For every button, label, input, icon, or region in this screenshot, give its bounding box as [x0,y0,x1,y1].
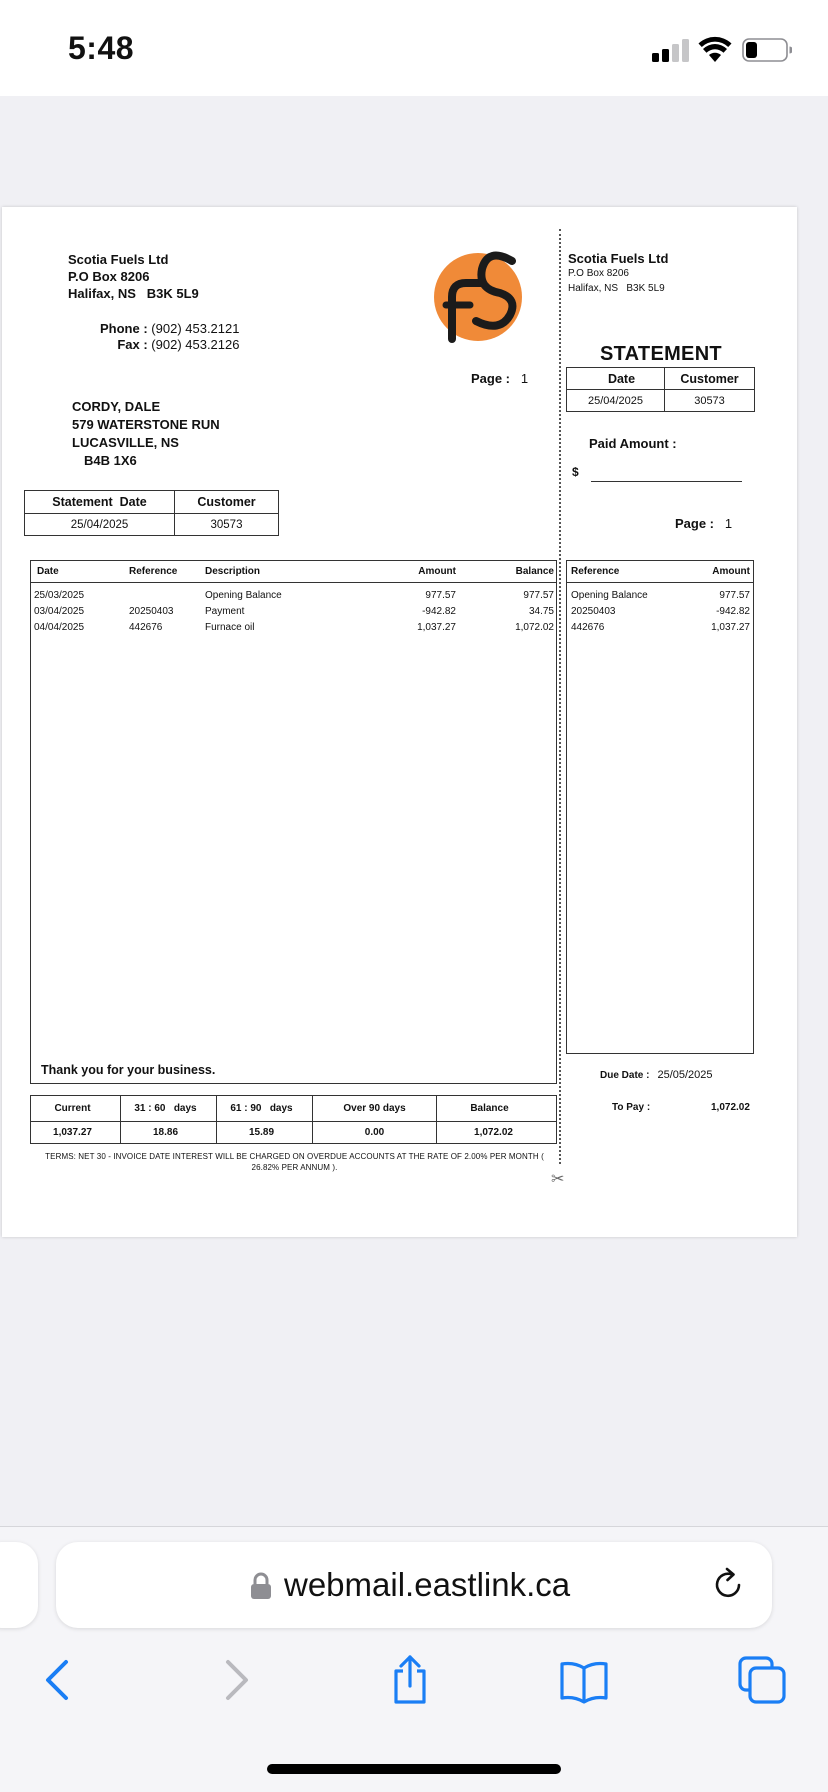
col-balance: Balance [515,566,554,577]
to-pay-value: 1,072.02 [711,1102,750,1113]
wifi-icon [698,36,732,64]
remit-col-amount: Amount [712,566,750,577]
paid-amount-label: Paid Amount : [589,436,677,451]
table-row [31,622,556,638]
transactions-table [30,560,557,1084]
paid-amount-line [591,481,742,482]
transactions-header [31,561,556,583]
row-amount: -942.82 [422,606,456,617]
row-amount: 1,037.27 [417,622,456,633]
col-reference: Reference [129,566,178,577]
forward-icon[interactable] [210,1654,262,1706]
company-contact [100,321,239,353]
remit-col-reference: Reference [571,566,620,577]
row-amount: 977.57 [425,590,456,601]
row-description: Payment [205,606,245,617]
row-balance: 1,072.02 [515,622,554,633]
company-name: Scotia Fuels Ltd [68,252,169,267]
row-description: Opening Balance [205,590,282,601]
aging-current-value: 1,037.27 [31,1122,121,1144]
col-date: Date [37,566,59,577]
table-row [31,606,556,622]
currency-symbol: $ [572,465,579,479]
company-po-box: P.O Box 8206 [68,269,150,284]
aging-balance-header: Balance [437,1096,557,1122]
statement-date-value: 25/04/2025 [25,514,175,536]
remit-row-amount: 1,037.27 [711,622,750,633]
due-date [600,1069,713,1081]
due-date-label: Due Date : [600,1070,650,1081]
thank-you-note: Thank you for your business. [41,1063,216,1077]
company-logo [430,247,526,343]
status-bar [0,0,828,96]
customer-street: 579 WATERSTONE RUN [72,417,220,432]
page-number: 1 [520,371,529,386]
remit-page-indicator [675,516,732,531]
aging-balance-value: 1,072.02 [437,1122,557,1144]
statement-info-table [24,490,279,536]
terms-text: TERMS: NET 30 - INVOICE DATE INTEREST WILL BE CHARGED ON OVERDUE ACCOUNTS AT THE RATE OF 2.00% PER MONTH ( 26.82% PER ANNUM ). [45,1152,544,1172]
cellular-signal-icon [652,38,692,62]
col-description: Description [205,566,261,577]
row-balance: 34.75 [528,606,554,617]
previous-tab-preview[interactable] [0,1542,38,1628]
remit-reference-table [566,560,754,1054]
scissors-icon: ✂ [551,1171,565,1188]
remit-company-name: Scotia Fuels Ltd [568,251,669,266]
bookmarks-icon[interactable] [558,1654,610,1706]
customer-postal: B4B 1X6 [84,453,137,468]
fax-label: Fax : [117,337,148,352]
fax-value: (902) 453.2126 [151,337,240,352]
customer-address [72,398,220,470]
remit-reference-header [567,561,753,583]
back-icon[interactable] [32,1654,84,1706]
url-text[interactable]: webmail.eastlink.ca [284,1566,571,1603]
status-time: 5:48 [68,30,135,66]
address-bar[interactable] [56,1542,772,1628]
remit-row-reference: Opening Balance [571,590,648,601]
aging-table [30,1095,557,1144]
aging-31-60-header: 31 : 60 days [121,1096,217,1122]
customer-value: 30573 [175,514,279,536]
aging-31-60-value: 18.86 [121,1122,217,1144]
remit-customer-value: 30573 [665,390,755,412]
page-indicator [471,371,528,386]
row-date: 04/04/2025 [34,622,85,633]
customer-header: Customer [175,491,279,514]
remit-company-address [568,251,668,296]
row-description: Furnace oil [205,622,255,633]
row-reference: 20250403 [129,606,174,617]
remit-info-table [566,367,755,412]
remit-page-label: Page : [675,516,715,531]
remit-row-amount: 977.57 [719,590,750,601]
remit-date-header: Date [567,368,665,390]
customer-name: CORDY, DALE [72,399,161,414]
statement-document [2,207,797,1237]
company-address [68,251,199,302]
remit-row-reference: 442676 [571,622,605,633]
phone-label: Phone : [100,321,148,336]
remit-page-number: 1 [724,516,733,531]
remit-row-amount: -942.82 [716,606,750,617]
aging-over-90-header: Over 90 days [313,1096,437,1122]
page-label: Page : [471,371,511,386]
customer-city: LUCASVILLE, NS [72,435,179,450]
to-pay-label: To Pay : [612,1102,651,1113]
remit-date-value: 25/04/2025 [567,390,665,412]
aging-61-90-header: 61 : 90 days [217,1096,313,1122]
table-row [567,606,753,622]
due-date-value: 25/05/2025 [657,1069,713,1081]
remit-customer-header: Customer [665,368,755,390]
share-icon[interactable] [384,1654,436,1706]
phone-value: (902) 453.2121 [151,321,240,336]
reload-icon[interactable] [710,1566,746,1602]
table-row [567,590,753,606]
company-city: Halifax, NS B3K 5L9 [68,286,199,301]
remit-row-reference: 20250403 [571,606,616,617]
col-amount: Amount [418,566,456,577]
tabs-icon[interactable] [736,1654,788,1706]
table-row [567,622,753,638]
home-indicator[interactable] [267,1764,561,1774]
aging-current-header: Current [31,1096,121,1122]
remit-company-city: Halifax, NS B3K 5L9 [568,283,665,294]
battery-icon [742,38,792,62]
row-date: 03/04/2025 [34,606,85,617]
tear-line [559,229,561,1164]
aging-61-90-value: 15.89 [217,1122,313,1144]
statement-date-header: Statement Date [25,491,175,514]
table-row [31,590,556,606]
remit-company-po-box: P.O Box 8206 [568,268,629,279]
lock-icon [250,1572,272,1600]
aging-over-90-value: 0.00 [313,1122,437,1144]
row-reference: 442676 [129,622,163,633]
statement-title: STATEMENT [600,343,722,365]
row-balance: 977.57 [523,590,554,601]
row-date: 25/03/2025 [34,590,85,601]
